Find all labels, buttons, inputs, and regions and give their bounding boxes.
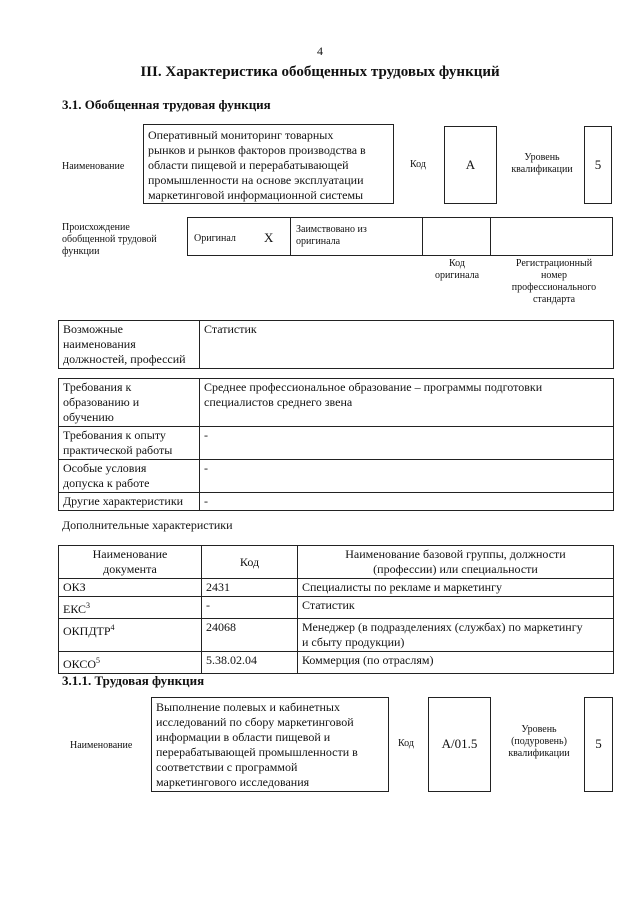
page-title: III. Характеристика обобщенных трудовых функций xyxy=(140,64,500,80)
name-cell: Специалисты по рекламе и маркетингу xyxy=(298,579,614,597)
tf-name-label: Наименование xyxy=(70,740,133,751)
tf-level-box xyxy=(584,697,613,792)
name-cell: Статистик xyxy=(298,597,614,619)
name-label: Наименование xyxy=(62,161,125,172)
borrowed-label: Заимствовано из оригинала xyxy=(296,224,367,247)
name-cell: Коммерция (по отраслям) xyxy=(298,652,614,674)
additional-title: Дополнительные характеристики xyxy=(62,518,233,532)
doc-cell: ОКСО$^5$ xyxy=(59,652,202,674)
table-row xyxy=(59,579,614,597)
req-value: - xyxy=(200,493,614,511)
name-cell: Менеджер (в подразделениях (службах) по маркетингу и сбыту продукции) xyxy=(298,619,614,652)
req-label: Другие характеристики xyxy=(59,493,200,511)
code-cell: 2431 xyxy=(202,579,298,597)
page-number: 4 xyxy=(317,44,323,58)
code-original-label: Код оригинала xyxy=(434,258,480,281)
header-document: Наименование документа xyxy=(59,546,202,579)
req-label: Особые условия допуска к работе xyxy=(59,460,200,493)
positions-table xyxy=(58,320,614,369)
reg-number-label: Регистрационный номер профессионального стандарта xyxy=(511,258,597,305)
doc-cell: ЕКС$^3$ xyxy=(59,597,202,619)
req-label: Требования к образованию и обучению xyxy=(59,379,200,427)
code-label: Код xyxy=(410,159,426,170)
tf-code-label: Код xyxy=(398,738,414,749)
level-box xyxy=(584,126,612,204)
tf-level-value: 5 xyxy=(595,736,602,751)
code-box xyxy=(444,126,497,204)
table-row xyxy=(59,597,614,619)
gtf-name-box: Оперативный мониторинг товарных рынков и рынков факторов производства в области пищевой и перерабатывающей промышленности на основе эксплуатации маркетинговой информационной системы xyxy=(143,124,394,204)
table-row xyxy=(59,652,614,674)
level-value: 5 xyxy=(594,157,602,172)
code-value: A xyxy=(465,157,476,172)
level-label: Уровень квалификации xyxy=(511,152,573,175)
header-name: Наименование базовой группы, должности (профессии) или специальности xyxy=(298,546,614,579)
requirements-table xyxy=(58,378,614,511)
positions-label: Возможные наименования должностей, профессий xyxy=(59,321,200,369)
subsection-title: 3.1.1. Трудовая функция xyxy=(62,673,205,688)
tf-code-value: A/01.5 xyxy=(441,736,478,751)
additional-table xyxy=(58,545,614,674)
original-mark: X xyxy=(264,230,274,245)
doc-cell: ОКЗ xyxy=(59,579,202,597)
table-row xyxy=(59,619,614,652)
tf-level-label: Уровень (подуровень) квалификации xyxy=(508,724,570,759)
tf-code-box xyxy=(428,697,491,792)
req-value: - xyxy=(200,460,614,493)
origin-label: Происхождение обобщенной трудовой функции xyxy=(62,222,157,257)
code-cell: - xyxy=(202,597,298,619)
header-code: Код xyxy=(202,546,298,579)
req-value: - xyxy=(200,427,614,460)
doc-cell: ОКПДТР$^4$ xyxy=(59,619,202,652)
original-label: Оригинал xyxy=(194,233,236,244)
origin-table xyxy=(187,217,613,256)
code-cell: 5.38.02.04 xyxy=(202,652,298,674)
section-title: 3.1. Обобщенная трудовая функция xyxy=(62,97,271,112)
req-label: Требования к опыту практической работы xyxy=(59,427,200,460)
positions-value: Статистик xyxy=(200,321,614,369)
tf-name-box: Выполнение полевых и кабинетных исследований по сбору маркетинговой информации в области пищевой и перерабатывающей промышленности в соответствии с программой маркетингового исследования xyxy=(151,697,389,792)
req-value: Среднее профессиональное образование – программы подготовки специалистов среднего звена xyxy=(200,379,614,427)
code-cell: 24068 xyxy=(202,619,298,652)
